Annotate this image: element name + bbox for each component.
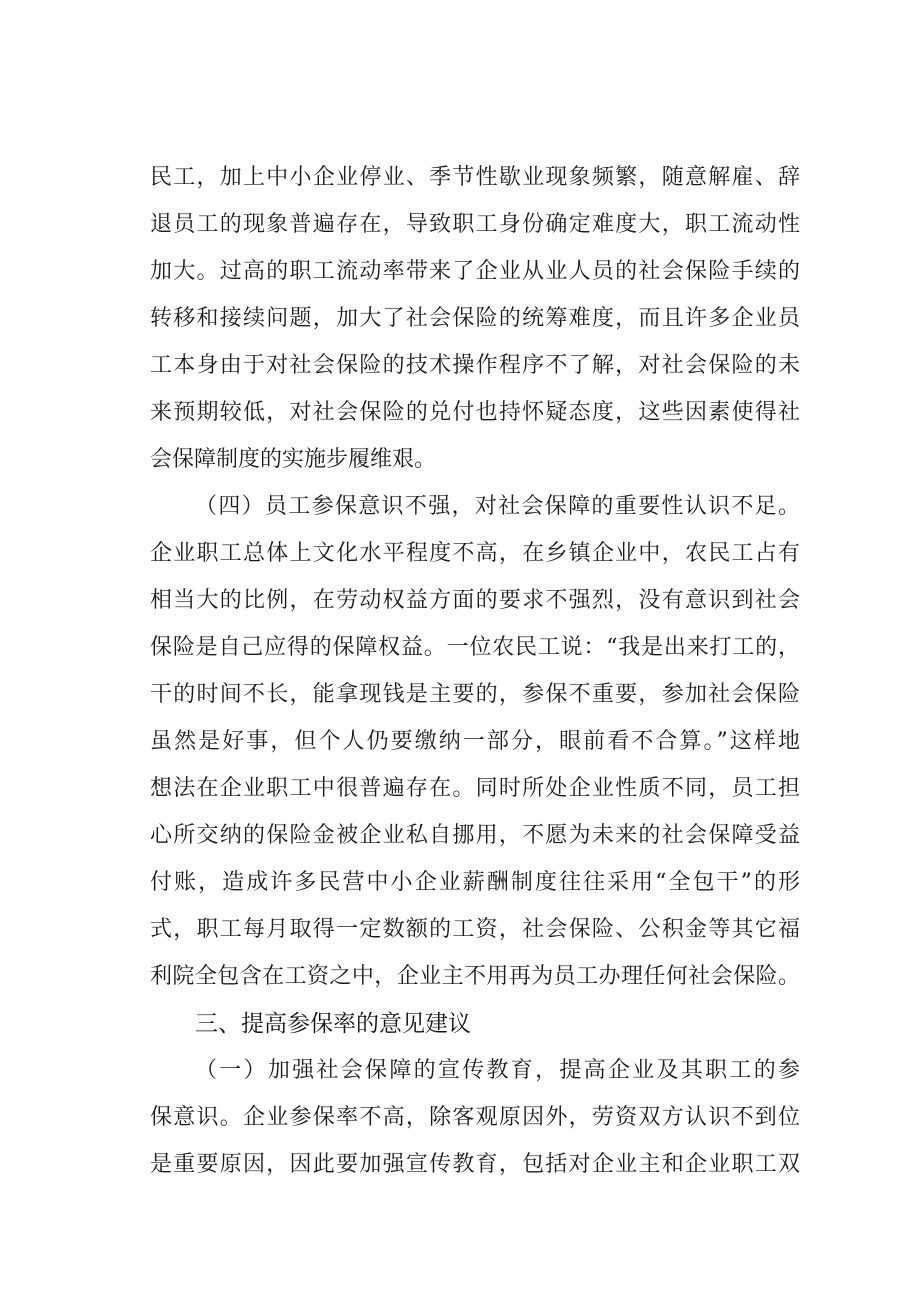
paragraph-2-line-9: 付账，造成许多民营中小企业薪酬制度往往采用“全包干”的形 <box>150 870 800 895</box>
paragraph-2-line-1: （四）员工参保意识不强，对社会保障的重要性认识不足。 <box>195 494 800 519</box>
paragraph-2-line-10: 式，职工每月取得一定数额的工资，社会保险、公积金等其它福 <box>150 917 800 942</box>
paragraph-2-line-5: 干的时间不长，能拿现钱是主要的，参保不重要，参加社会保险 <box>150 682 800 707</box>
paragraph-2-line-6: 虽然是好事，但个人仍要缴纳一部分，眼前看不合算。”这样地 <box>150 729 800 754</box>
paragraph-1-line-4: 转移和接续问题，加大了社会保险的统筹难度，而且许多企业员 <box>150 306 800 331</box>
paragraph-1-line-2: 退员工的现象普遍存在，导致职工身份确定难度大，职工流动性 <box>150 212 800 237</box>
paragraph-1-line-5: 工本身由于对社会保险的技术操作程序不了解，对社会保险的未 <box>150 353 800 378</box>
paragraph-2-line-7: 想法在企业职工中很普遍存在。同时所处企业性质不同，员工担 <box>150 776 800 801</box>
paragraph-3-line-3: 是重要原因，因此要加强宣传教育，包括对企业主和企业职工双 <box>150 1152 800 1177</box>
paragraph-3-line-1: （一）加强社会保障的宣传教育，提高企业及其职工的参 <box>195 1058 800 1083</box>
paragraph-2-line-8: 心所交纳的保险金被企业私自挪用，不愿为未来的社会保障受益 <box>150 823 800 848</box>
paragraph-1-line-1: 民工，加上中小企业停业、季节性歇业现象频繁，随意解雇、辞 <box>150 165 800 190</box>
paragraph-2-line-3: 相当大的比例，在劳动权益方面的要求不强烈，没有意识到社会 <box>150 588 800 613</box>
paragraph-1-line-6: 来预期较低，对社会保险的兑付也持怀疑态度，这些因素使得社 <box>150 400 800 425</box>
paragraph-2-line-4: 保险是自己应得的保障权益。一位农民工说：“我是出来打工的， <box>150 635 800 660</box>
paragraph-1-line-7: 会保障制度的实施步履维艰。 <box>150 447 437 472</box>
paragraph-3-line-2: 保意识。企业参保率不高，除客观原因外，劳资双方认识不到位 <box>150 1105 800 1130</box>
paragraph-1-line-3: 加大。过高的职工流动率带来了企业从业人员的社会保险手续的 <box>150 259 800 284</box>
section-heading: 三、提高参保率的意见建议 <box>195 1011 471 1037</box>
paragraph-2-line-2: 企业职工总体上文化水平程度不高，在乡镇企业中，农民工占有 <box>150 541 800 566</box>
paragraph-2-line-11: 利院全包含在工资之中，企业主不用再为员工办理任何社会保险。 <box>150 964 800 989</box>
